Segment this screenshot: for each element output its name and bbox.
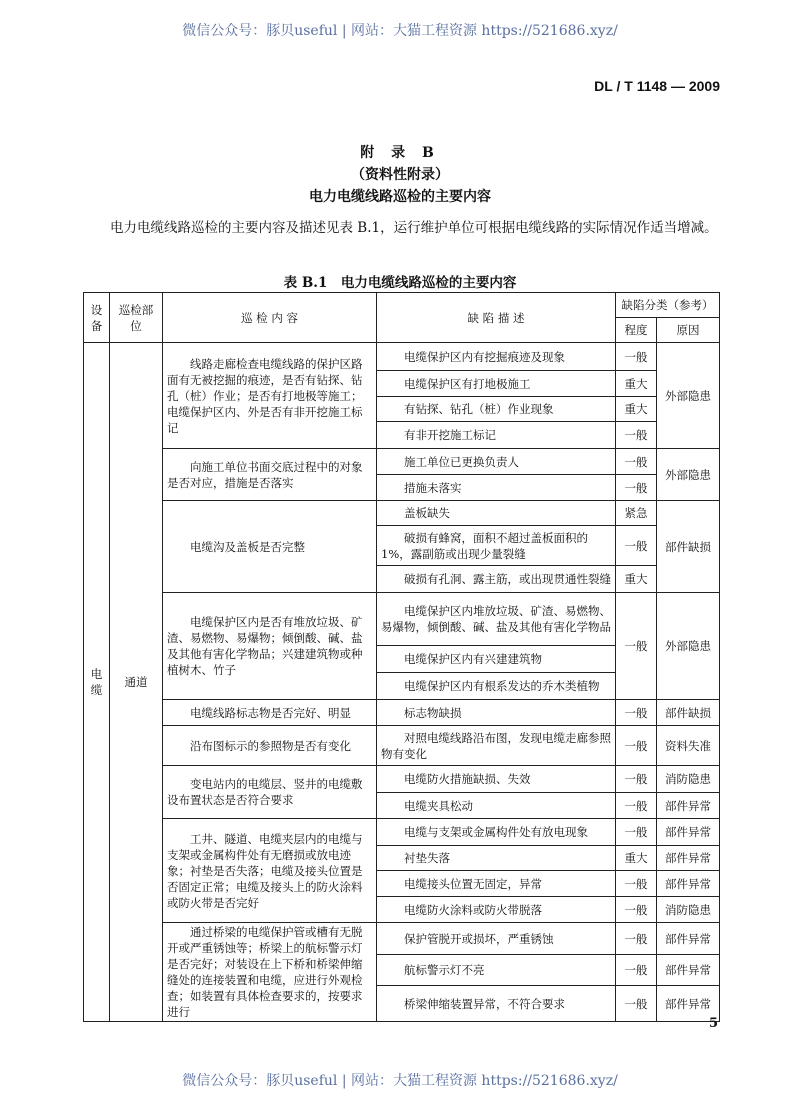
table-row bbox=[84, 819, 720, 846]
degree-cell: 重大 bbox=[616, 397, 657, 422]
content-cell: 向施工单位书面交底过程中的对象是否对应，措施是否落实 bbox=[163, 449, 377, 501]
content-cell: 工井、隧道、电缆夹层内的电缆与支架或金属构件处有无磨损或放电迹象；衬垫是否失落；电缆及接头位置是否固定正常；电缆及接头上的防火涂料或防火带是否完好 bbox=[163, 819, 377, 923]
reason-cell: 部件异常 bbox=[657, 793, 720, 819]
defect-cell: 电缆保护区内堆放垃圾、矿渣、易燃物、易爆物，倾倒酸、碱、盐及其他有害化学物品 bbox=[377, 593, 616, 646]
page-number: 5 bbox=[708, 1016, 718, 1031]
defect-cell: 对照电缆线路沿布图，发现电缆走廊参照物有变化 bbox=[377, 726, 616, 766]
content-cell: 通过桥梁的电缆保护管或槽有无脱开或严重锈蚀等；桥梁上的航标警示灯是否完好；对装设在上下桥和桥梁伸缩缝处的连接装置和电缆，应进行外观检查；如装置有具体检查要求的，按要求进行 bbox=[163, 923, 377, 1022]
table-caption: 表 B.1 电力电缆线路巡检的主要内容 bbox=[283, 275, 517, 291]
defect-cell: 电缆与支架或金属构件处有放电现象 bbox=[377, 819, 616, 846]
degree-cell: 一般 bbox=[616, 897, 657, 923]
appendix-title: 附 录 B bbox=[360, 145, 440, 161]
reason-cell: 外部隐患 bbox=[657, 593, 720, 700]
degree-cell: 重大 bbox=[616, 846, 657, 871]
reason-cell: 外部隐患 bbox=[657, 449, 720, 501]
reason-cell: 部件缺损 bbox=[657, 501, 720, 593]
reason-cell: 资料失准 bbox=[657, 726, 720, 766]
degree-cell: 一般 bbox=[616, 449, 657, 475]
degree-cell: 一般 bbox=[616, 819, 657, 846]
table-row bbox=[84, 923, 720, 955]
defect-cell: 电缆保护区内有兴建建筑物 bbox=[377, 646, 616, 673]
degree-cell: 一般 bbox=[616, 766, 657, 793]
reason-cell: 消防隐患 bbox=[657, 897, 720, 923]
defect-cell: 衬垫失落 bbox=[377, 846, 616, 871]
degree-cell: 一般 bbox=[616, 593, 657, 700]
reason-cell: 消防隐患 bbox=[657, 766, 720, 793]
appendix-heading: 电力电缆线路巡检的主要内容 bbox=[309, 189, 491, 205]
degree-cell: 重大 bbox=[616, 566, 657, 593]
content-cell: 电缆线路标志物是否完好、明显 bbox=[163, 700, 377, 726]
degree-cell: 一般 bbox=[616, 526, 657, 566]
defect-cell: 电缆防火措施缺损、失效 bbox=[377, 766, 616, 793]
header-part: 巡检部位 bbox=[110, 293, 163, 343]
header-defect: 缺 陷 描 述 bbox=[377, 293, 616, 343]
content-cell: 沿布图标示的参照物是否有变化 bbox=[163, 726, 377, 766]
intro-paragraph: 电力电缆线路巡检的主要内容及描述见表 B.1，运行维护单位可根据电缆线路的实际情况作适当增减。 bbox=[110, 220, 718, 236]
defect-cell: 施工单位已更换负责人 bbox=[377, 449, 616, 475]
document-code: DL / T 1148 — 2009 bbox=[594, 78, 720, 94]
reason-cell: 部件异常 bbox=[657, 871, 720, 897]
table-row bbox=[84, 766, 720, 793]
degree-cell: 重大 bbox=[616, 371, 657, 397]
defect-cell: 有钻探、钻孔（桩）作业现象 bbox=[377, 397, 616, 422]
degree-cell: 一般 bbox=[616, 475, 657, 501]
degree-cell: 一般 bbox=[616, 986, 657, 1022]
watermark-bottom: 微信公众号：豚贝useful | 网站：大猫工程资源 https://521686.xyz/ bbox=[182, 1073, 618, 1089]
defect-cell: 破损有蜂窝，面积不超过盖板面积的 1%，露副筋或出现少量裂缝 bbox=[377, 526, 616, 566]
degree-cell: 一般 bbox=[616, 700, 657, 726]
defect-cell: 保护管脱开或损坏，严重锈蚀 bbox=[377, 923, 616, 955]
degree-cell: 一般 bbox=[616, 793, 657, 819]
reason-cell: 部件异常 bbox=[657, 819, 720, 846]
watermark-top: 微信公众号：豚贝useful | 网站：大猫工程资源 https://521686.xyz/ bbox=[182, 23, 618, 39]
defect-cell: 盖板缺失 bbox=[377, 501, 616, 526]
defect-cell: 电缆夹具松动 bbox=[377, 793, 616, 819]
content-cell: 电缆保护区内是否有堆放垃圾、矿渣、易燃物、易爆物；倾倒酸、碱、盐及其他有害化学物品；兴建建筑物或种植树木、竹子 bbox=[163, 593, 377, 700]
content-cell: 电缆沟及盖板是否完整 bbox=[163, 501, 377, 593]
header-class: 缺陷分类（参考） bbox=[616, 293, 720, 318]
defect-cell: 航标警示灯不亮 bbox=[377, 955, 616, 986]
defect-cell: 电缆防火涂料或防火带脱落 bbox=[377, 897, 616, 923]
defect-cell: 措施未落实 bbox=[377, 475, 616, 501]
reason-cell: 部件异常 bbox=[657, 846, 720, 871]
table-row bbox=[84, 700, 720, 726]
table-row bbox=[84, 593, 720, 646]
reason-cell: 部件异常 bbox=[657, 923, 720, 955]
reason-cell: 部件缺损 bbox=[657, 700, 720, 726]
defect-cell: 电缆保护区内有根系发达的乔木类植物 bbox=[377, 673, 616, 700]
header-content: 巡 检 内 容 bbox=[163, 293, 377, 343]
degree-cell: 一般 bbox=[616, 955, 657, 986]
table-row bbox=[84, 726, 720, 766]
defect-cell: 电缆保护区有打地极施工 bbox=[377, 371, 616, 397]
defect-cell: 有非开挖施工标记 bbox=[377, 422, 616, 449]
table-row bbox=[84, 501, 720, 526]
degree-cell: 一般 bbox=[616, 871, 657, 897]
table-row bbox=[84, 449, 720, 475]
header-equipment: 设备 bbox=[84, 293, 110, 343]
defect-cell: 标志物缺损 bbox=[377, 700, 616, 726]
inspection-table bbox=[83, 292, 720, 1022]
defect-cell: 破损有孔洞、露主筋，或出现贯通性裂缝 bbox=[377, 566, 616, 593]
content-cell: 变电站内的电缆层、竖井的电缆敷设布置状态是否符合要求 bbox=[163, 766, 377, 819]
degree-cell: 紧急 bbox=[616, 501, 657, 526]
equipment-cell: 电缆 bbox=[84, 343, 110, 1022]
reason-cell: 部件异常 bbox=[657, 986, 720, 1022]
defect-cell: 电缆保护区内有挖掘痕迹及现象 bbox=[377, 343, 616, 371]
reason-cell: 外部隐患 bbox=[657, 343, 720, 449]
degree-cell: 一般 bbox=[616, 726, 657, 766]
content-cell: 线路走廊检查电缆线路的保护区路面有无被挖掘的痕迹，是否有钻探、钻孔（桩）作业；是否有打地极等施工；电缆保护区内、外是否有非开挖施工标记 bbox=[163, 343, 377, 449]
reason-cell: 部件异常 bbox=[657, 955, 720, 986]
header-degree: 程度 bbox=[616, 318, 657, 343]
defect-cell: 电缆接头位置无固定，异常 bbox=[377, 871, 616, 897]
degree-cell: 一般 bbox=[616, 343, 657, 371]
appendix-subtitle: （资料性附录） bbox=[351, 167, 449, 183]
degree-cell: 一般 bbox=[616, 422, 657, 449]
table-row bbox=[84, 343, 720, 371]
header-reason: 原因 bbox=[657, 318, 720, 343]
defect-cell: 桥梁伸缩装置异常，不符合要求 bbox=[377, 986, 616, 1022]
degree-cell: 一般 bbox=[616, 923, 657, 955]
part-cell: 通道 bbox=[110, 343, 163, 1022]
